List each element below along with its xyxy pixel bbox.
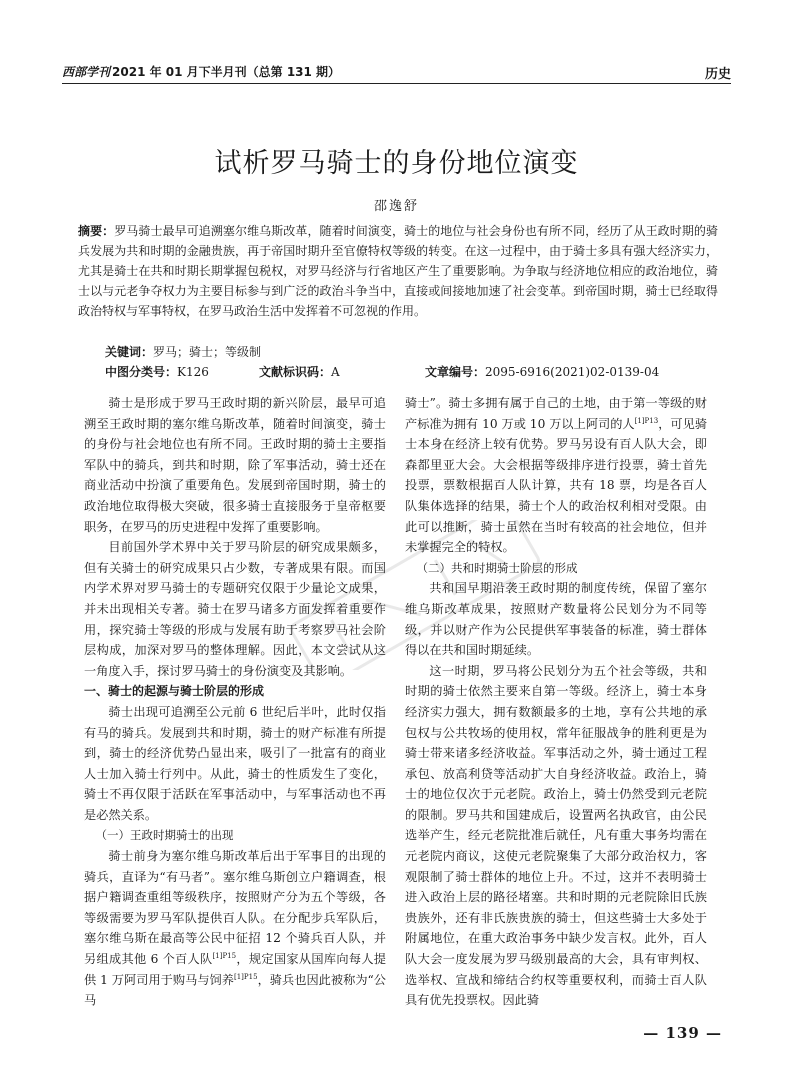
- running-header: [62, 61, 731, 84]
- issue-info: 2021 年 01 月下半月刊（总第 131 期）: [112, 65, 341, 79]
- clc-code: K126: [177, 365, 209, 379]
- paragraph: 这一时期，罗马将公民划分为五个社会等级，共和时期的骑士依然主要来自第一等级。经济上，骑士本身经济实力强大，拥有数额最多的土地，享有公共地的承包权与公共牧场的使用权，常年征服战争的胜利更是为骑士带来诸多经济收益。军事活动之外，骑士通过工程承包、放高利贷等活动扩大自身经济收益。政治上，骑士的地位仅次于元老院。政治上，骑士仍然受到元老院的限制。罗马共和国建成后，设置两名执政官，由公民选举产生，经元老院批准后就任，凡有重大事务均需在元老院内商议，这使元老院聚集了大部分政治权力，客观限制了骑士群体的地位上升。不过，这并不表明骑士进入政治上层的路径堵塞。共和时期的元老院除旧氏族贵族外，还有非氏族贵族的骑士，但这些骑士大多处于附属地位，在重大政治事务中缺少发言权。此外，百人队大会一度发展为罗马级别最高的大会，具有审判权、选举权、宣战和缔结合约权等重要权利，而骑士百人队具有优先投票权。因此骑: [405, 663, 707, 1008]
- abstract-text: 罗马骑士最早可追溯塞尔维乌斯改革，随着时间演变，骑士的地位与社会身份也有所不同，经历了从王政时期的骑兵发展为共和时期的金融贵族，再于帝国时期升至官僚特权等级的转变。在这一过程中，由于骑士多具有强大经济实力，尤其是骑士在共和时期长期掌握包税权，对罗马经济与行省地区产生了重要影响。为争取与经济地位相应的政治地位，骑士以与元老争夺权力为主要目标参与到广泛的政治斗争当中，直接或间接地加速了社会变革。到帝国时期，骑士已经取得政治特权与军事特权，在罗马政治生活中发挥着不可忽视的作用。: [78, 224, 718, 318]
- paragraph: 共和国早期沿袭王政时期的制度传统，保留了塞尔维乌斯改革成果，按照财产数量将公民划分为不同等级，并以财产作为公民提供军事装备的标准，骑士群体得以在共和国时期延续。: [405, 581, 707, 658]
- journal-name: 西部学刊: [62, 65, 111, 79]
- citation: [1]P13: [634, 416, 659, 425]
- clc-label: 中图分类号：: [105, 365, 178, 379]
- journal-issue-line: [62, 63, 340, 80]
- article-title: 试析罗马骑士的身份地位演变: [214, 148, 579, 179]
- keywords-label: 关键词：: [105, 345, 154, 359]
- section-label: 历史: [704, 67, 731, 82]
- author-name: 邵逸舒: [373, 199, 419, 214]
- abstract-label: 摘要：: [78, 224, 115, 238]
- section-heading: 一、骑士的起源与骑士阶层的形成: [84, 684, 265, 699]
- page-number: — 139 —: [643, 1024, 722, 1042]
- citation: [1]P15: [212, 951, 237, 960]
- citation: [1]P15: [233, 972, 258, 981]
- paragraph: 骑士是形成于罗马王政时期的新兴阶层，最早可追溯至王政时期的塞尔维乌斯改革，随着时间演变，骑士的身份与社会地位也有所不同。王政时期的骑士主要指军队中的骑兵，到共和时期，除了军事活动，骑士还在商业活动中扮演了重要角色。发展到帝国时期，骑士的政治地位取得极大突破，很多骑士直接服务于皇帝枢要职务，在罗马的历史进程中发挥了重要影响。: [84, 396, 386, 534]
- subsection-heading: （一）王政时期骑士的出现: [95, 828, 234, 843]
- paragraph: 目前国外学术界中关于罗马阶层的研究成果颇多，但有关骑士的研究成果只占少数，专著成果有限。而国内学术界对罗马骑士的专题研究仅限于少量论文成果，并未出现相关专著。骑士在罗马诸多方面发挥着重要作用，探究骑士等级的形成与发展有助于考察罗马社会阶层构成，加深对罗马的整体理解。因此，本文尝试从这一角度入手，探讨罗马骑士的身份演变及其影响。: [84, 540, 386, 678]
- keywords-text: 罗马；骑士；等级制: [153, 345, 262, 359]
- subsection-heading: （二）共和时期骑士阶层的形成: [416, 560, 578, 575]
- abstract: [78, 221, 718, 321]
- paragraph: 骑士前身为塞尔维乌斯改革后出于军事目的出现的骑兵，直译为“有马者”。塞尔维乌斯创立户籍调查，根据户籍调查重组等级秩序，按照财产分为五个等级，各等级需要为罗马军队提供百人队。在分配步兵军队后，塞尔维乌斯在最高等公民中征招 12 个骑兵百人队，并另组成其他 6 个百人队$^{[1]P15}$，规定国家从国库向每人提供 1 万阿司用于购马与饲养$^{[1]P15}$，骑兵也因此被称为“公马: [84, 849, 386, 1008]
- classification-line: [105, 363, 705, 380]
- paragraph: 骑士出现可追溯至公元前 6 世纪后半叶，此时仅指有马的骑兵。发展到共和时期，骑士的财产标准有所提到，骑士的经济优势凸显出来，吸引了一批富有的商业人士加入骑士行列中。从此，骑士的性质发生了变化，骑士不再仅限于活跃在军事活动中，与军事活动也不再是必然关系。: [84, 704, 386, 822]
- paragraph: 骑士”。骑士多拥有属于自己的土地，由于第一等级的财产标准为拥有 10 万或 10 万以上阿司的人$^{[1]P13}$，可见骑士本身在经济上较有优势。罗马另设有百人队大会，即森都里亚大会。大会根据等级排序进行投票，骑士首先投票，票数根据百人队计算，共有 18 票，均是各百人队集体选择的结果，骑士个人的政治权利相对受限。由此可以推断，骑士虽然在当时有较高的社会地位，但并未掌握完全的特权。: [405, 396, 708, 555]
- keywords: [105, 343, 261, 360]
- body-column-left: [84, 393, 386, 1011]
- doc-code: A: [331, 365, 340, 379]
- doc-code-label: 文献标识码：: [259, 365, 332, 379]
- body-column-right: [405, 393, 707, 1011]
- article-number-label: 文章编号：: [425, 365, 486, 379]
- article-number: 2095-6916(2021)02-0139-04: [485, 365, 660, 379]
